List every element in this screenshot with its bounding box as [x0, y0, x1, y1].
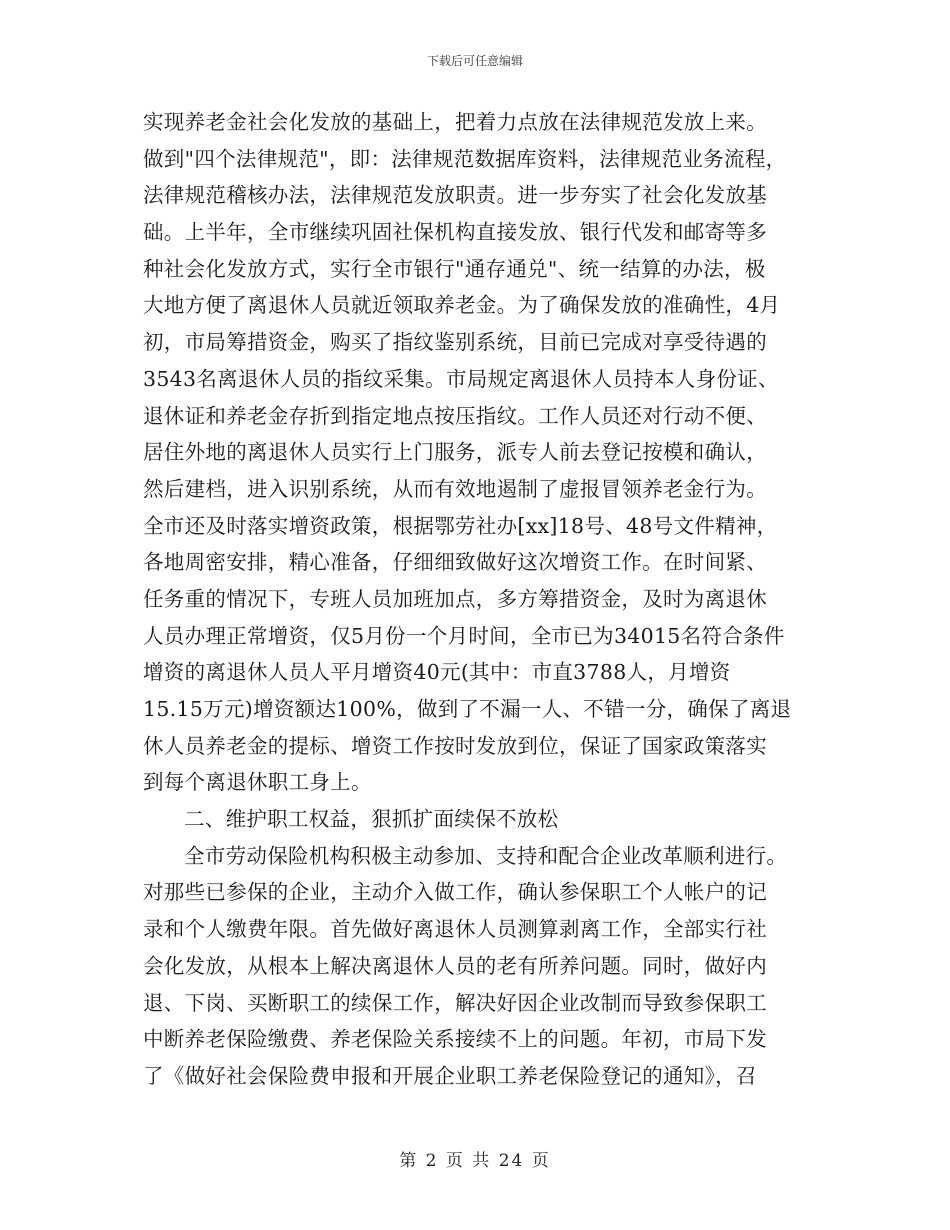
body-line: 础。上半年，全市继续巩固社保机构直接发放、银行代发和邮寄等多: [143, 220, 767, 245]
body-line: 15.15万元)增资额达100%，做到了不漏一人、不错一分，确保了离退: [143, 697, 792, 721]
body-line: 种社会化发放方式，实行全市银行"通存通兑"、统一结算的办法，极: [143, 256, 766, 281]
body-line: 各地周密安排，精心准备，仔细细致做好这次增资工作。在时间紧、: [143, 550, 767, 575]
page-number: 第 2 页 共 24 页: [399, 1151, 551, 1171]
page-header-note: 下载后可任意编辑: [426, 54, 523, 68]
body-line: 实现养老金社会化发放的基础上，把着力点放在法律规范发放上来。: [143, 110, 767, 134]
body-line: 做到"四个法律规范"，即：法律规范数据库资料，法律规范业务流程，: [143, 146, 787, 171]
section-line: 对那些已参保的企业，主动介入做工作，确认参保职工个人帐户的记: [143, 880, 767, 905]
body-line: 初，市局筹措资金，购买了指纹鉴别系统，目前已完成对享受待遇的: [143, 330, 767, 355]
document-body: [143, 104, 813, 1095]
section-line: 中断养老保险缴费、养老保险关系接续不上的问题。年初，市局下发: [143, 1027, 767, 1052]
body-line: 任务重的情况下，专班人员加班加点，多方筹措资金，及时为离退休: [143, 586, 767, 611]
section-heading: 二、维护职工权益，狠抓扩面续保不放松: [184, 807, 559, 832]
section-line: 会化发放，从根本上解决离退休人员的老有所养问题。同时，做好内: [143, 953, 767, 978]
body-line: 3543名离退休人员的指纹采集。市局规定离退休人员持本人身份证、: [143, 366, 779, 391]
section-line: 退、下岗、买断职工的续保工作，解决好因企业改制而导致参保职工: [143, 990, 767, 1015]
body-line: 增资的离退休人员人平月增资40元(其中：市直3788人，月增资: [143, 660, 731, 685]
body-line: 休人员养老金的提标、增资工作按时发放到位，保证了国家政策落实: [143, 733, 767, 758]
body-line: 退休证和养老金存折到指定地点按压指纹。工作人员还对行动不便、: [143, 403, 767, 428]
section-line: 了《做好社会保险费申报和开展企业职工养老保险登记的通知》，召: [143, 1063, 757, 1088]
body-line: 人员办理正常增资，仅5月份一个月时间，全市已为34015名符合条件: [143, 623, 785, 648]
body-line: 大地方便了离退休人员就近领取养老金。为了确保发放的准确性，4月: [143, 293, 781, 318]
body-line: 到每个离退休职工身上。: [143, 770, 372, 795]
body-line: 全市还及时落实增资政策，根据鄂劳社办[xx]18号、48号文件精神，: [143, 513, 778, 538]
body-line: 法律规范稽核办法，法律规范发放职责。进一步夯实了社会化发放基: [143, 183, 767, 208]
section-paragraph-first-line: 全市劳动保险机构积极主动参加、支持和配合企业改革顺利进行。: [184, 843, 788, 868]
section-line: 录和个人缴费年限。首先做好离退休人员测算剥离工作，全部实行社: [143, 917, 767, 942]
body-line: 居住外地的离退休人员实行上门服务，派专人前去登记按模和确认，: [143, 440, 767, 465]
body-line: 然后建档，进入识别系统，从而有效地遏制了虚报冒领养老金行为。: [143, 476, 767, 501]
